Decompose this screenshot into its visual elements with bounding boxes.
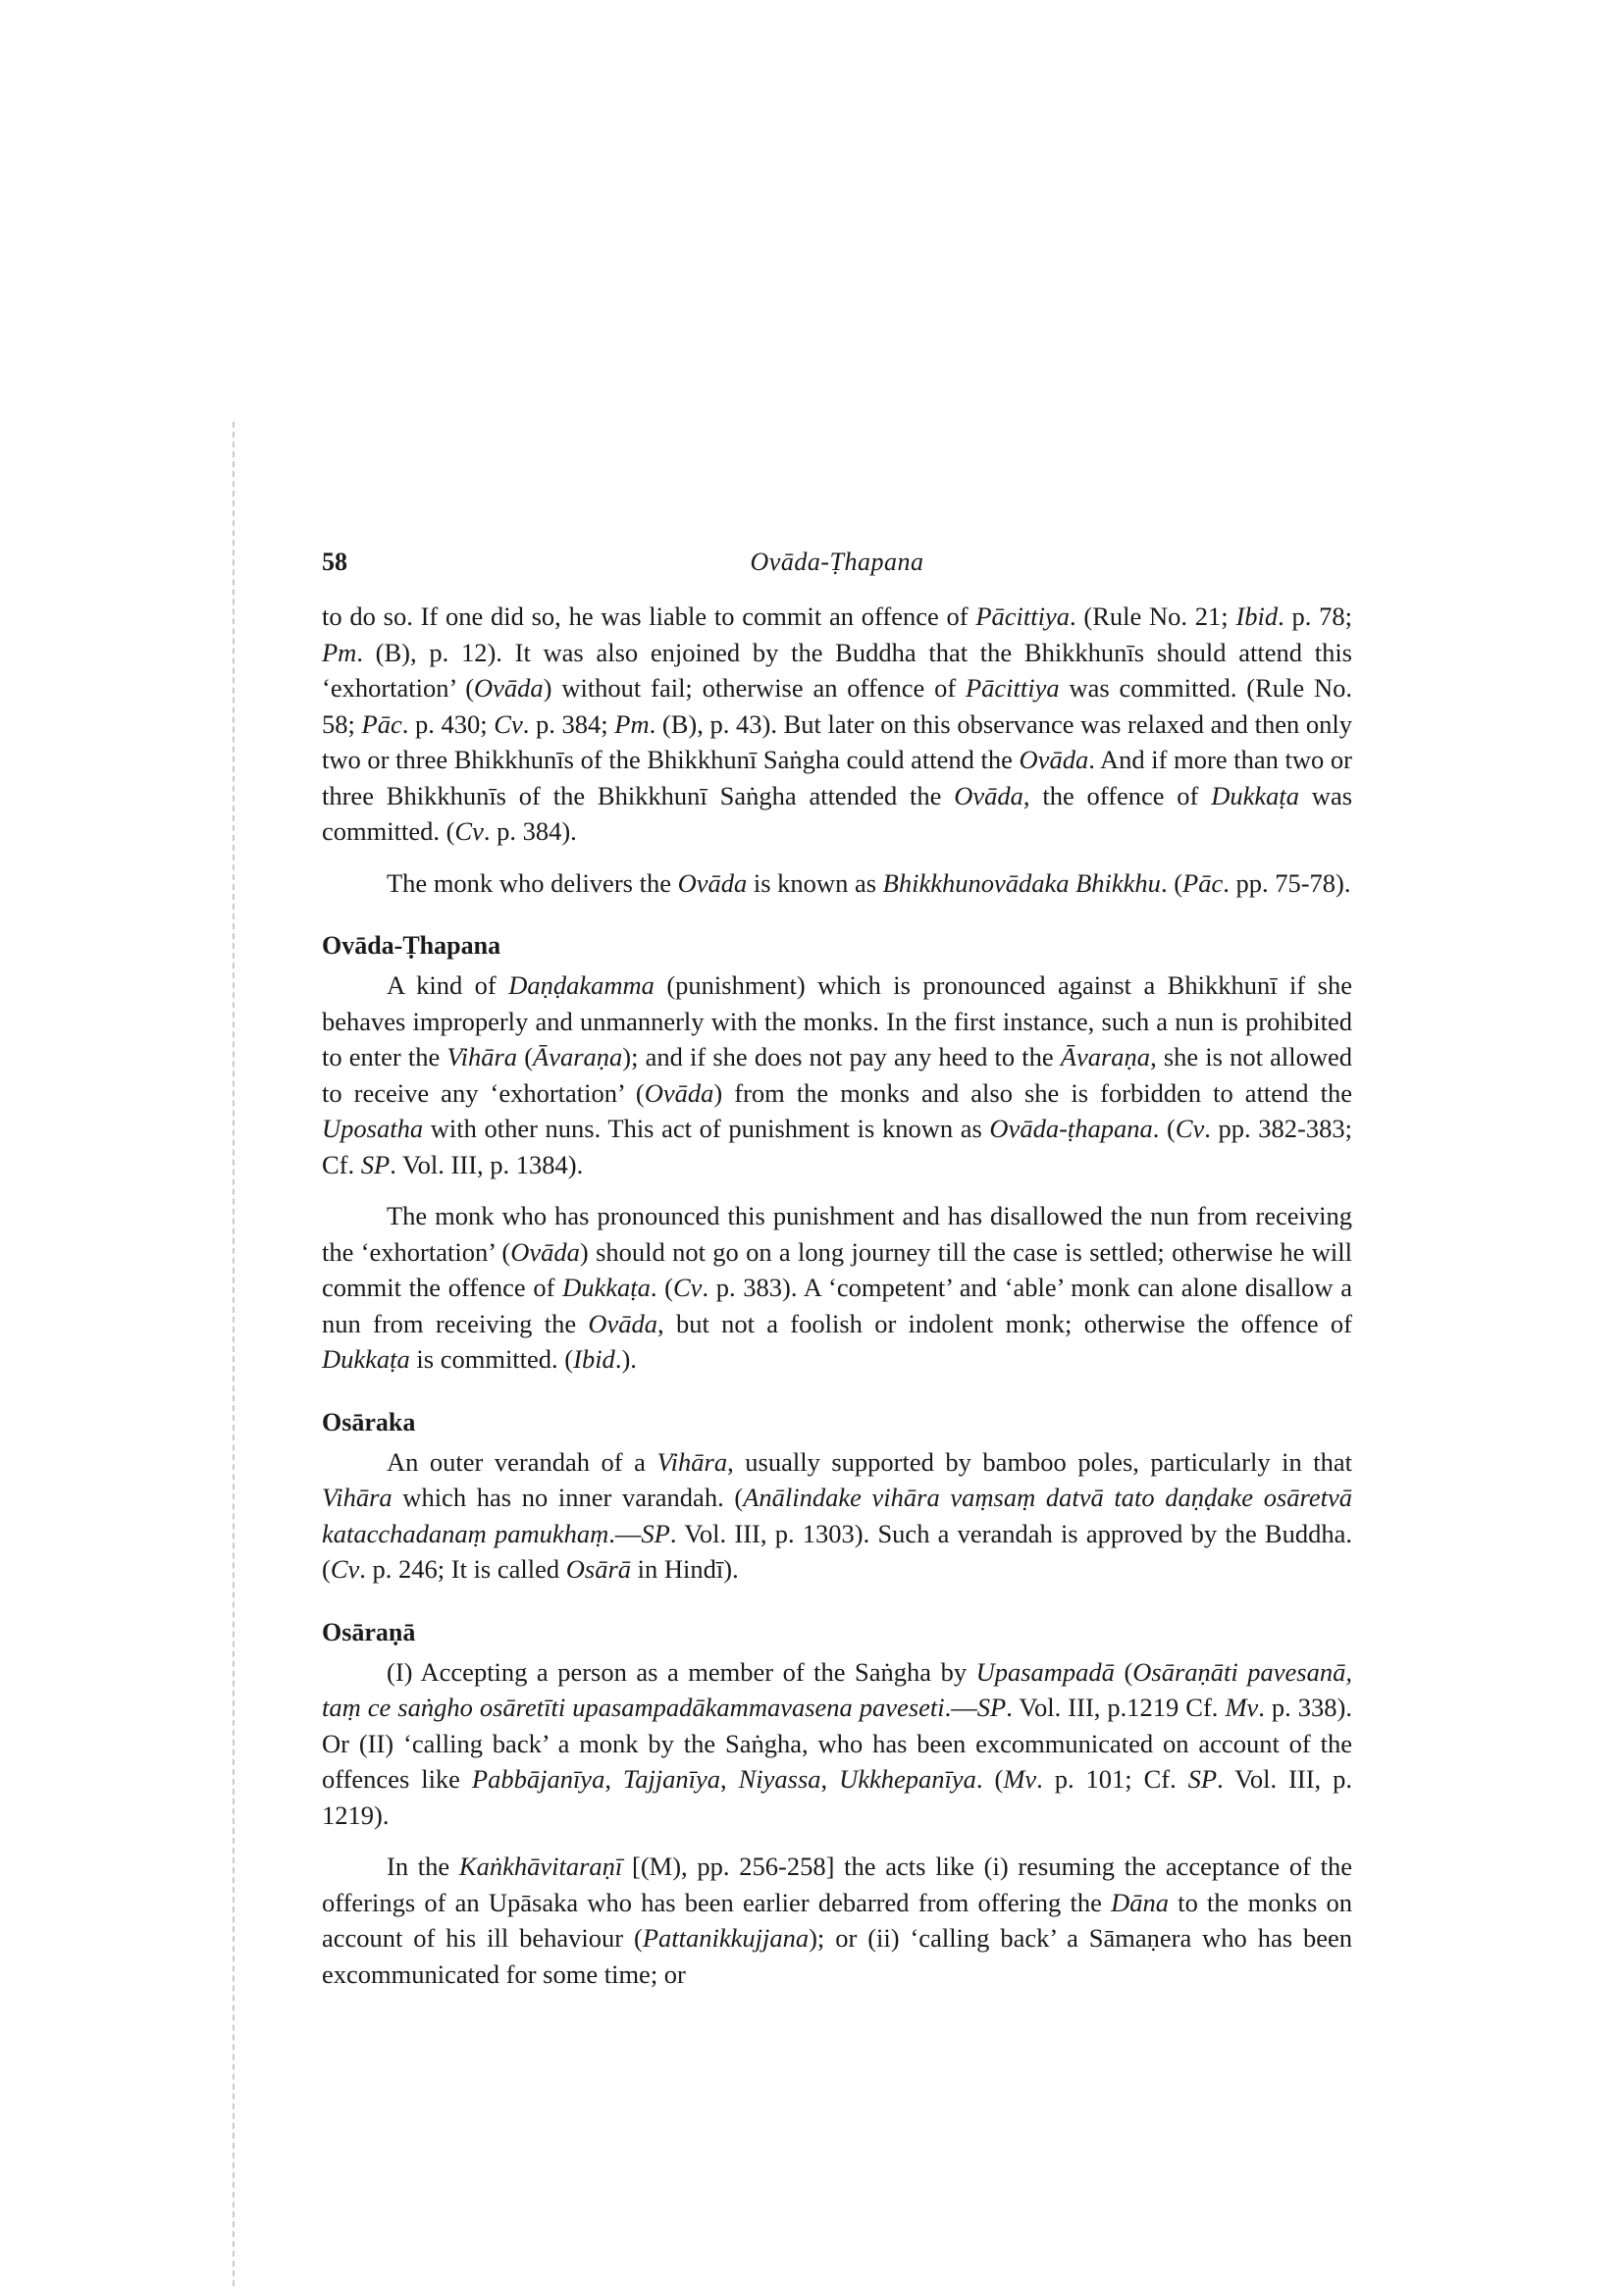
body-paragraph: (I) Accepting a person as a member of the Saṅgha by Upasampadā (Osāraṇāti pavesanā, taṃ ce saṅgho osāretīti upasampadākammavasena paveseti.—SP. Vol. III, p.1219 Cf. Mv. p. 338). Or (II) ‘calling back’ a monk by the Saṅgha, who has been excommunicated on account of the offences like Pabbājanīya, Tajjanīya, Niyassa, Ukkhepanīya. (Mv. p. 101; Cf. SP. Vol. III, p. 1219).: [322, 1656, 1352, 1830]
body-paragraph: The monk who delivers the Ovāda is known as Bhikkhunovādaka Bhikkhu. (Pāc. pp. 75-78).: [387, 867, 1351, 898]
entry-heading: Ovāda-Ṭhapana: [322, 931, 501, 960]
running-header: [322, 548, 1352, 587]
body-paragraph: to do so. If one did so, he was liable to commit an offence of Pācittiya. (Rule No. 21; Ibid. p. 78; Pm. (B), p. 12). It was also enjoined by the Buddha that the Bhikkhunīs should attend this ‘exhortation’ (Ovāda) without fail; otherwise an offence of Pācittiya was committed. (Rule No. 58; Pāc. p. 430; Cv. p. 384; Pm. (B), p. 43). But later on this observance was relaxed and then only two or three Bhikkhunīs of the Bhikkhunī Saṅgha could attend the Ovāda. And if more than two or three Bhikkhunīs of the Bhikkhunī Saṅgha attended the Ovāda, the offence of Dukkaṭa was committed. (Cv. p. 384).: [322, 601, 1353, 846]
page-number: 58: [322, 548, 347, 576]
body-paragraph: An outer verandah of a Vihāra, usually supported by bamboo poles, particularly in that Vihāra which has no inner varandah. (Anālindake vihāra vaṃsaṃ datvā tato daṇḍake osāretvā katacchadanaṃ pamukhaṃ.—SP. Vol. III, p. 1303). Such a verandah is approved by the Buddha. (Cv. p. 246; It is called Osārā in Hindī).: [322, 1446, 1352, 1584]
running-title: Ovāda-Ṭhapana: [750, 548, 924, 576]
body-paragraph: The monk who has pronounced this punishment and has disallowed the nun from receiving the ‘exhortation’ (Ovāda) should not go on a long journey till the case is settled; otherwise he will commit the offence of Dukkaṭa. (Cv. p. 383). A ‘competent’ and ‘able’ monk can alone disallow a nun from receiving the Ovāda, but not a foolish or indolent monk; otherwise the offence of Dukkaṭa is committed. (Ibid.).: [322, 1201, 1353, 1374]
body-paragraph: In the Kaṅkhāvitaraṇī [(M), pp. 256-258] the acts like (i) resuming the acceptance of the offerings of an Upāsaka who has been earlier debarred from offering the Dāna to the monks on account of his ill behaviour (Pattanikkujjana); or (ii) ‘calling back’ a Sāmaṇera who has been excommunicated for some time; or: [322, 1852, 1352, 1989]
entry-heading: Osāraka: [322, 1407, 416, 1436]
body-paragraph: A kind of Daṇḍakamma (punishment) which is pronounced against a Bhikkhunī if she behaves improperly and unmannerly with the monks. In the first instance, such a nun is prohibited to enter the Vihāra (Āvaraṇa); and if she does not pay any heed to the Āvaraṇa, she is not allowed to receive any ‘exhortation’ (Ovāda) from the monks and also she is forbidden to attend the Uposatha with other nuns. This act of punishment is known as Ovāda-ṭhapana. (Cv. pp. 382-383; Cf. SP. Vol. III, p. 1384).: [322, 970, 1353, 1179]
dictionary-body: [322, 599, 1352, 1992]
entry-heading: Osāraṇā: [322, 1617, 416, 1646]
scan-margin-line: [233, 422, 235, 2286]
